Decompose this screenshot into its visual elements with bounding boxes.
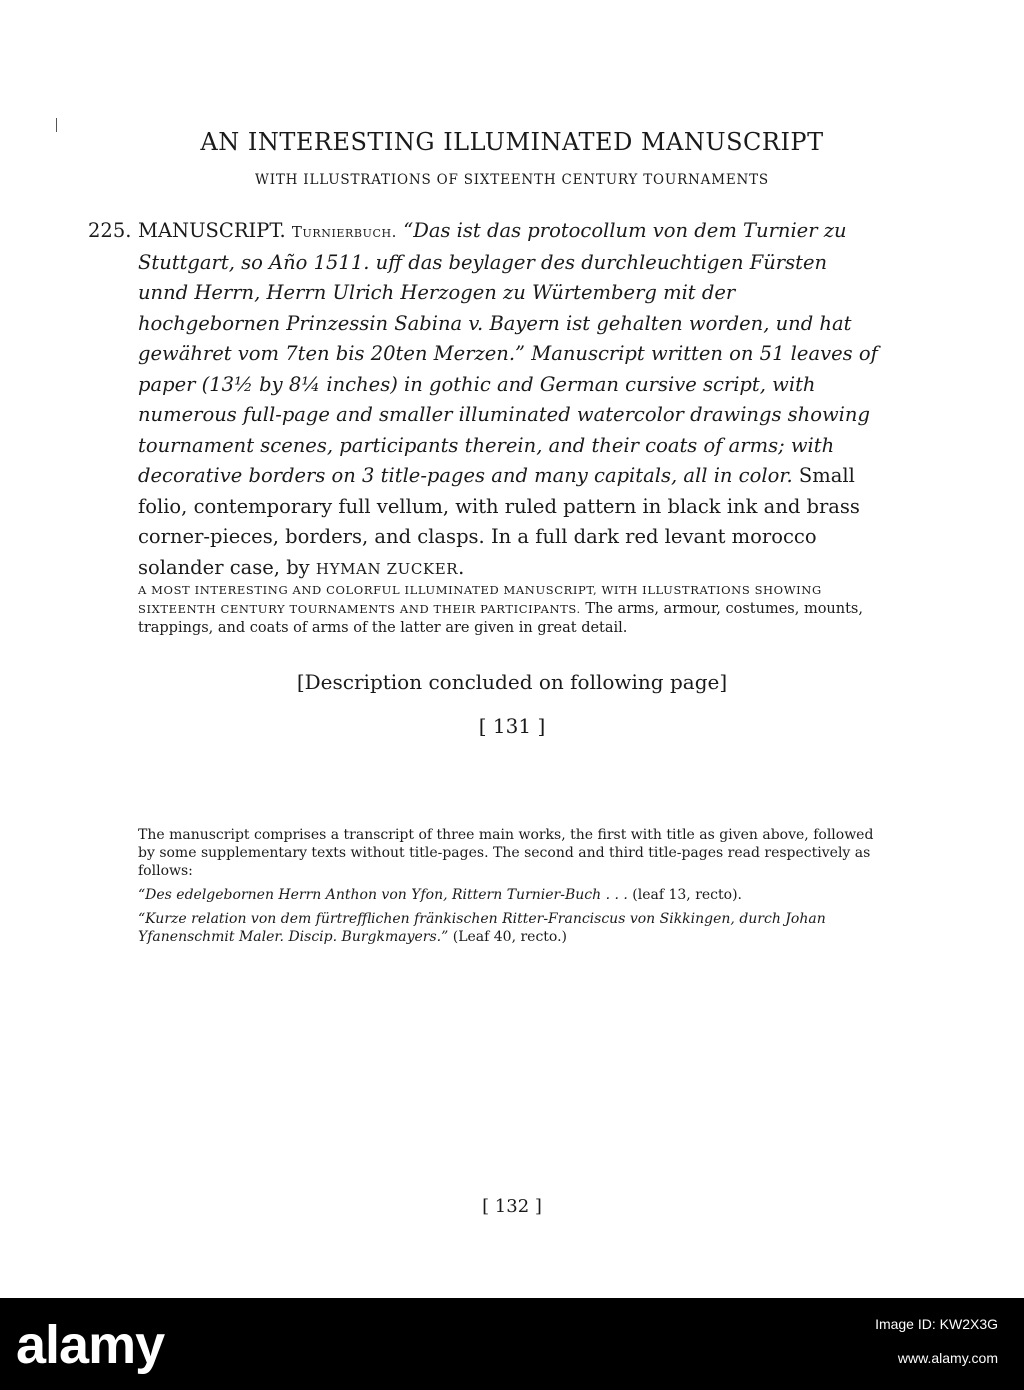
continued-notice: [Description concluded on following page]: [296, 670, 728, 694]
page-subtitle: WITH ILLUSTRATIONS OF SIXTEENTH CENTURY TOURNAMENTS: [255, 172, 769, 188]
quote-2-ref: (Leaf 40, recto.): [452, 929, 568, 945]
entry-description: Small folio, contemporary full vellum, with ruled pattern in black ink and brass corner-pieces, borders, and clasps. In a full dark red levant morocco solander case, by: [138, 464, 860, 579]
continuation-quote-2: [138, 910, 880, 946]
entry-quote: “Das ist das protocollum von dem Turnier zu Stuttgart, so Año 1511. uff das beylager des durchleuchtigen Fürsten unnd Herrn, Herrn Ulrich Herzogen zu Würtemberg mit der hochgebornen Prinzessin Sabina v. Bayern ist gehalten worden, und hat gewähret vom 7ten bis 20ten Merzen.”: [138, 219, 852, 365]
continuation-quote-1: [138, 886, 880, 904]
entry-description-italic: Manuscript written on 51 leaves of paper (13½ by 8¼ inches) in gothic and German cursive script, with numerous full-page and smaller illuminated watercolor drawings showing tournament scenes, participants therein, and their coats of arms; with decorative borders on 3 title-pages and many capitals, all in color.: [138, 342, 878, 487]
entry-note-text: The arms, armour, costumes, mounts, trappings, and coats of arms of the latter are given in great detail.: [138, 601, 863, 636]
entry-heading: MANUSCRIPT.: [138, 219, 286, 242]
continuation-intro: The manuscript comprises a transcript of three main works, the first with title as given above, followed by some supplementary texts without title-pages. The second and third title-pages read respectively as follows:: [138, 827, 874, 879]
lot-number: 225.: [88, 219, 132, 242]
margin-mark: [56, 118, 57, 132]
catalog-entry: [88, 216, 880, 584]
entry-heading-smallcaps: Turnierbuch.: [291, 223, 398, 241]
entry-binder: HYMAN ZUCKER: [315, 559, 459, 578]
quote-2-title: “Kurze relation von dem fürtrefflichen fränkischen Ritter-Franciscus von Sikkingen, durch Johan Yfanenschmit Maler. Discip. Burgkmayers.”: [138, 911, 826, 945]
quote-1-ref: (leaf 13, recto).: [632, 887, 742, 903]
quote-1-title: “Des edelgebornen Herrn Anthon von Yfon, Rittern Turnier-Buch . . .: [138, 887, 628, 903]
page-number-132: [ 132 ]: [482, 1196, 542, 1217]
entry-note: [138, 581, 880, 638]
page-number-131: [ 131 ]: [478, 714, 546, 738]
page-title: AN INTERESTING ILLUMINATED MANUSCRIPT: [200, 128, 824, 156]
brand-logo: alamy: [16, 1315, 165, 1375]
image-id-label: Image ID: KW2X3G: [875, 1316, 998, 1332]
entry-note-caps: A MOST INTERESTING AND COLORFUL ILLUMINATED MANUSCRIPT, WITH ILLUSTRATIONS SHOWING SIXTEENTH CENTURY TOURNAMENTS AND THEIR PARTICIPANTS.: [138, 583, 822, 616]
continuation-notes: [138, 826, 880, 952]
entry-binder-end: .: [458, 555, 465, 579]
site-url-label: www.alamy.com: [897, 1350, 998, 1366]
